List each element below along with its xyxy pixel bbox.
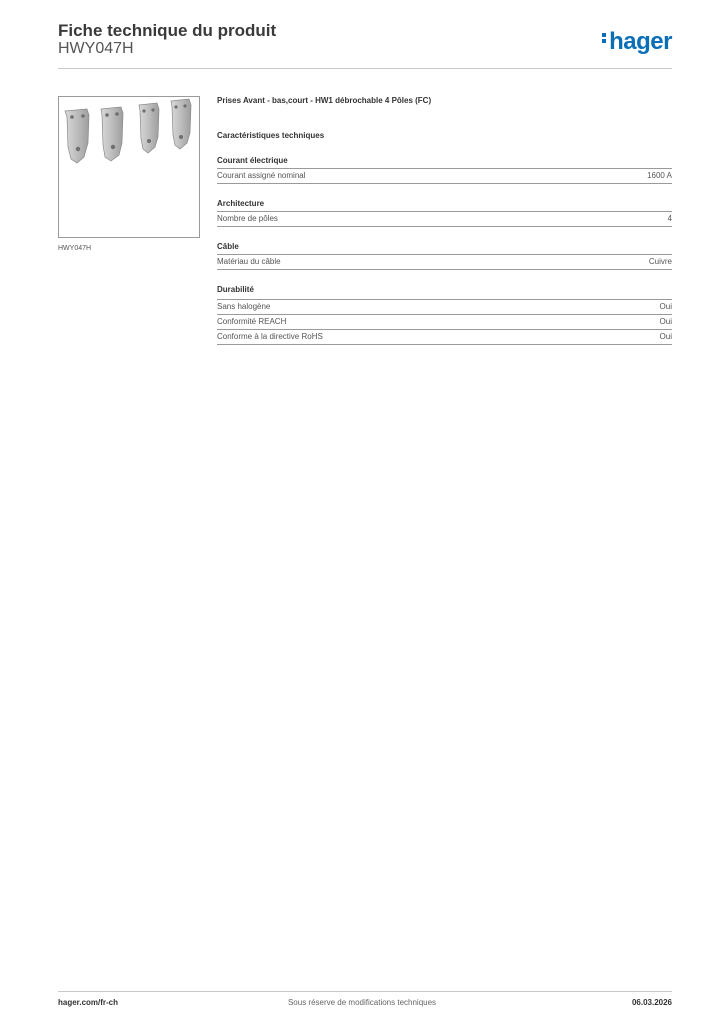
busbar-terminals-icon — [59, 97, 199, 237]
section-courant-electrique — [217, 156, 672, 184]
footer-disclaimer: Sous réserve de modifications techniques — [287, 998, 437, 1007]
spec-value: Oui — [659, 317, 672, 326]
section-title: Durabilité — [217, 285, 254, 294]
spec-label: Nombre de pôles — [217, 214, 278, 223]
spec-row — [217, 330, 672, 345]
footer-divider — [58, 991, 672, 992]
product-reference: HWY047H — [58, 40, 134, 57]
spec-label: Conforme à la directive RoHS — [217, 332, 323, 341]
section-durabilite — [217, 285, 672, 345]
section-architecture — [217, 199, 672, 227]
specs-heading: Caractéristiques techniques — [217, 131, 325, 140]
spec-value: 1600 A — [647, 171, 672, 180]
logo-text: hager — [609, 28, 672, 55]
spec-value: Oui — [659, 332, 672, 341]
image-caption: HWY047H — [58, 245, 92, 252]
product-name: Prises Avant - bas,court - HW1 débrochable 4 Pôles (FC) — [217, 96, 432, 105]
spec-value: Cuivre — [648, 257, 672, 266]
page-title: Fiche technique du produit — [58, 21, 277, 40]
spec-row — [217, 315, 672, 330]
footer-date: 06.03.2026 — [631, 998, 672, 1007]
section-title: Câble — [217, 242, 672, 255]
spec-label: Sans halogène — [217, 302, 271, 311]
spec-label: Matériau du câble — [217, 257, 281, 266]
product-image — [58, 96, 200, 238]
section-title: Courant électrique — [217, 156, 672, 169]
logo-colon-icon — [602, 31, 607, 45]
spec-row — [217, 212, 672, 227]
spec-row — [217, 300, 672, 315]
spec-rows — [217, 299, 672, 345]
spec-value: 4 — [667, 214, 672, 223]
spec-label: Conformité REACH — [217, 317, 287, 326]
footer-website-link[interactable]: hager.com/fr-ch — [58, 998, 119, 1007]
hager-logo — [602, 28, 672, 56]
spec-value: Oui — [659, 302, 672, 311]
spec-row — [217, 255, 672, 270]
spec-label: Courant assigné nominal — [217, 171, 306, 180]
section-title: Architecture — [217, 199, 672, 212]
spec-row — [217, 169, 672, 184]
header-divider — [58, 68, 672, 69]
product-details — [217, 96, 672, 345]
section-cable — [217, 242, 672, 270]
